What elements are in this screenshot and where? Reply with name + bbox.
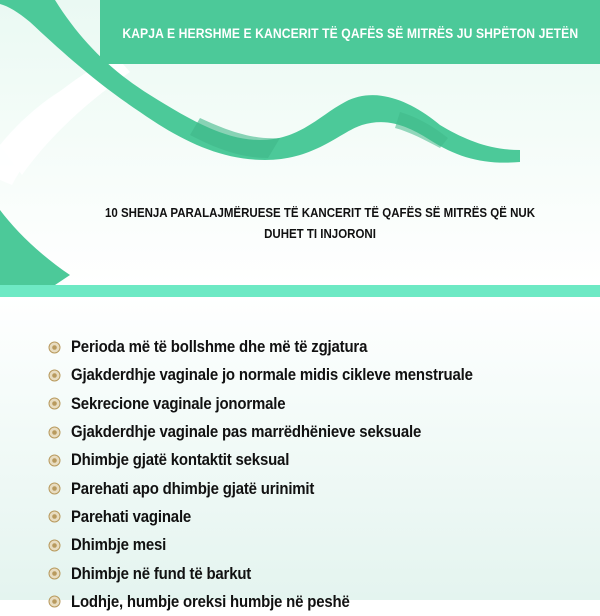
sign-text: Sekrecione vaginale jonormale — [71, 393, 286, 413]
subtitle — [81, 203, 559, 245]
round-bullet-icon — [48, 510, 61, 523]
round-bullet-icon — [48, 426, 61, 439]
sign-text: Gjakderdhje vaginale jo normale midis cikleve menstruale — [71, 365, 473, 385]
sign-text: Dhimbje gjatë kontaktit seksual — [71, 450, 290, 470]
round-bullet-icon — [48, 595, 61, 608]
divider — [0, 285, 600, 297]
list-item — [48, 361, 588, 389]
header-banner — [100, 0, 600, 64]
sign-text: Lodhje, humbje oreksi humbje në peshë — [71, 591, 350, 611]
list-item — [48, 418, 588, 446]
sign-text: Dhimbje në fund të barkut — [71, 563, 252, 583]
sign-text: Parehati apo dhimbje gjatë urinimit — [71, 478, 315, 498]
list-item — [48, 333, 588, 361]
subtitle-line-2: DUHET TI INJORONI — [264, 227, 376, 241]
round-bullet-icon — [48, 369, 61, 382]
round-bullet-icon — [48, 539, 61, 552]
sign-text: Gjakderdhje vaginale pas marrëdhënieve seksuale — [71, 422, 422, 442]
sign-text: Parehati vaginale — [71, 506, 192, 526]
header-title: KAPJA E HERSHME E KANCERIT TË QAFËS SË MITRËS JU SHPËTON JETËN — [122, 25, 578, 41]
subtitle-line-1: 10 SHENJA PARALAJMËRUESE TË KANCERIT TË QAFËS SË MITRËS QË NUK — [104, 206, 536, 220]
list-item — [48, 588, 588, 616]
round-bullet-icon — [48, 341, 61, 354]
list-item — [48, 503, 588, 531]
list-item — [48, 559, 588, 587]
round-bullet-icon — [48, 454, 61, 467]
header-area — [0, 0, 600, 285]
list-item — [48, 390, 588, 418]
round-bullet-icon — [48, 567, 61, 580]
round-bullet-icon — [48, 482, 61, 495]
signs-list — [48, 333, 588, 616]
round-bullet-icon — [48, 397, 61, 410]
signs-section — [0, 297, 600, 611]
list-item — [48, 446, 588, 474]
list-item — [48, 474, 588, 502]
sign-text: Perioda më të bollshme dhe më të zgjatura — [71, 337, 368, 357]
sign-text: Dhimbje mesi — [71, 535, 167, 555]
list-item — [48, 531, 588, 559]
